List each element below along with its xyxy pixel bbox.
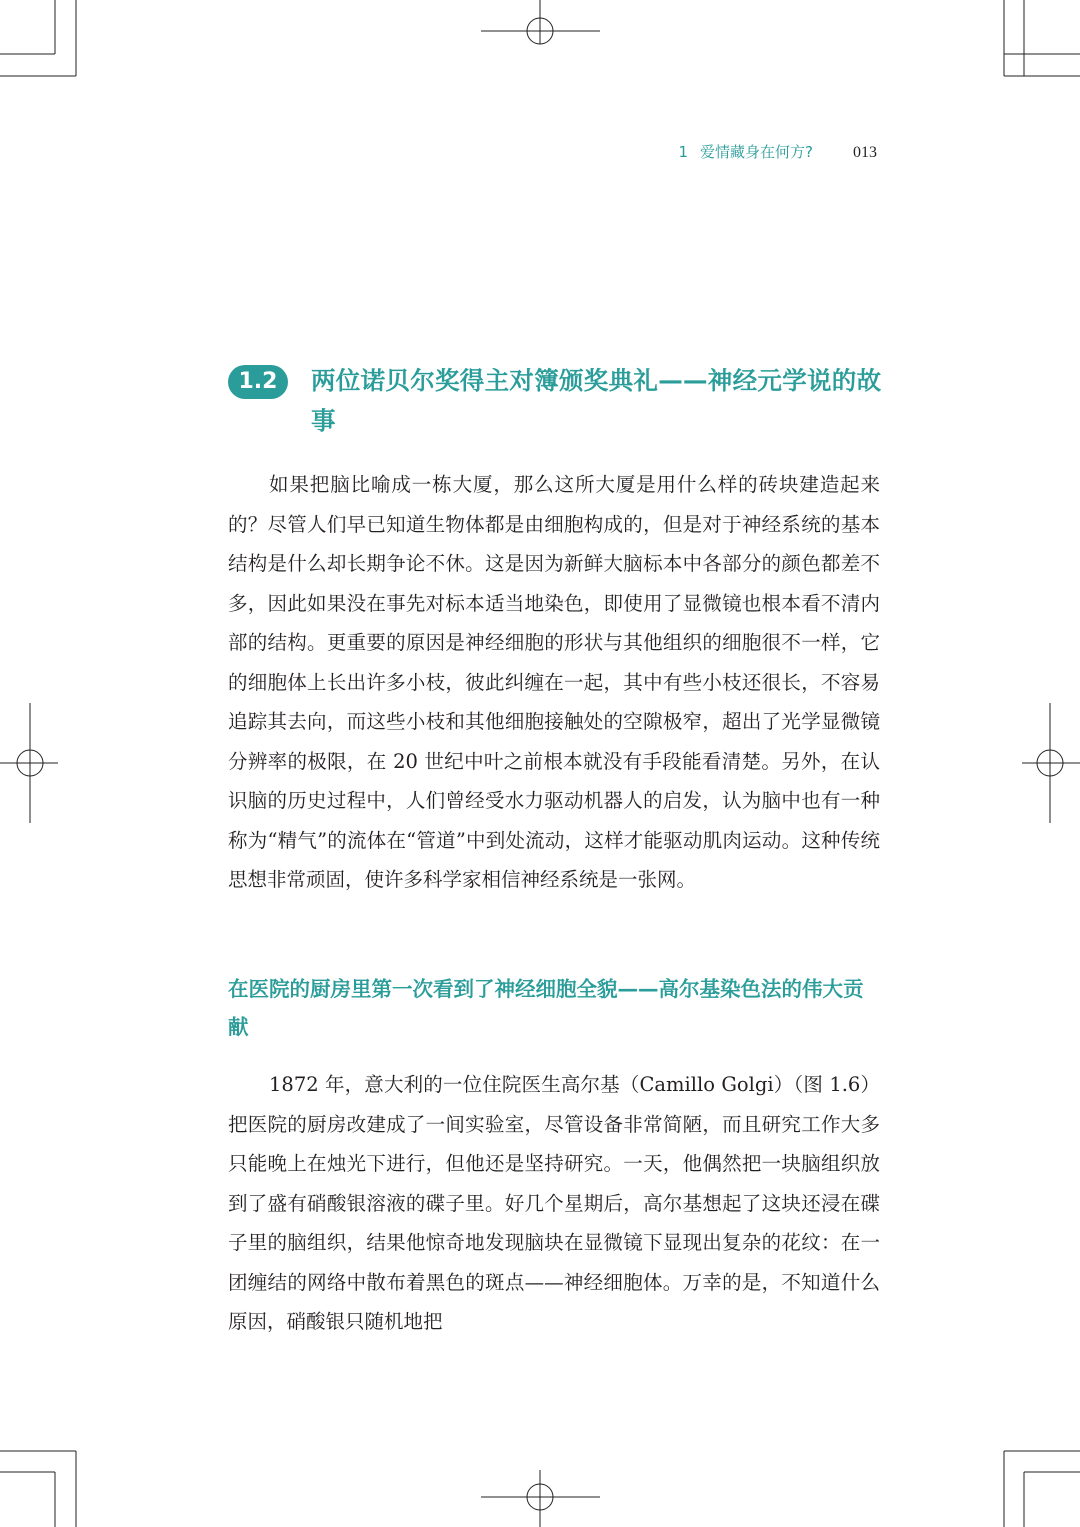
chapter-number: 1	[678, 143, 689, 161]
section-number-badge: 1.2	[228, 365, 288, 399]
running-head-chapter	[678, 143, 813, 161]
running-head	[678, 141, 877, 164]
chapter-title: 爱情藏身在何方?	[700, 143, 813, 161]
subsection-title: 在医院的厨房里第一次看到了神经细胞全貌——高尔基染色法的伟大贡献	[228, 977, 864, 1039]
section-title: 两位诺贝尔奖得主对簿颁奖典礼——神经元学说的故事	[311, 366, 882, 435]
page-number: 013	[853, 144, 877, 161]
body-paragraph-2: 1872 年，意大利的一位住院医生高尔基（Camillo Golgi）（图 1.6）把医院的厨房改建成了一间实验室，尽管设备非常简陋，而且研究工作大多只能晚上在烛光下进行，但他还是坚持研究。一天，他偶然把一块脑组织放到了盛有硝酸银溶液的碟子里。好几个星期后，高尔基想起了这块还浸在碟子里的脑组织，结果他惊奇地发现脑块在显微镜下显现出复杂的花纹：在一团缠结的网络中散布着黑色的斑点——神经细胞体。万幸的是，不知道什么原因，硝酸银只随机地把	[228, 1073, 880, 1333]
body-paragraph-1: 如果把脑比喻成一栋大厦，那么这所大厦是用什么样的砖块建造起来的？尽管人们早已知道生物体都是由细胞构成的，但是对于神经系统的基本结构是什么却长期争论不休。这是因为新鲜大脑标本中各部分的颜色都差不多，因此如果没在事先对标本适当地染色，即使用了显微镜也根本看不清内部的结构。更重要的原因是神经细胞的形状与其他组织的细胞很不一样，它的细胞体上长出许多小枝，彼此纠缠在一起，其中有些小枝还很长，不容易追踪其去向，而这些小枝和其他细胞接触处的空隙极窄，超出了光学显微镜分辨率的极限，在 20 世纪中叶之前根本就没有手段能看清楚。另外，在认识脑的历史过程中，人们曾经受水力驱动机器人的启发，认为脑中也有一种称为“精气”的流体在“管道”中到处流动，这样才能驱动肌肉运动。这种传统思想非常顽固，使许多科学家相信神经系统是一张网。	[228, 473, 880, 891]
